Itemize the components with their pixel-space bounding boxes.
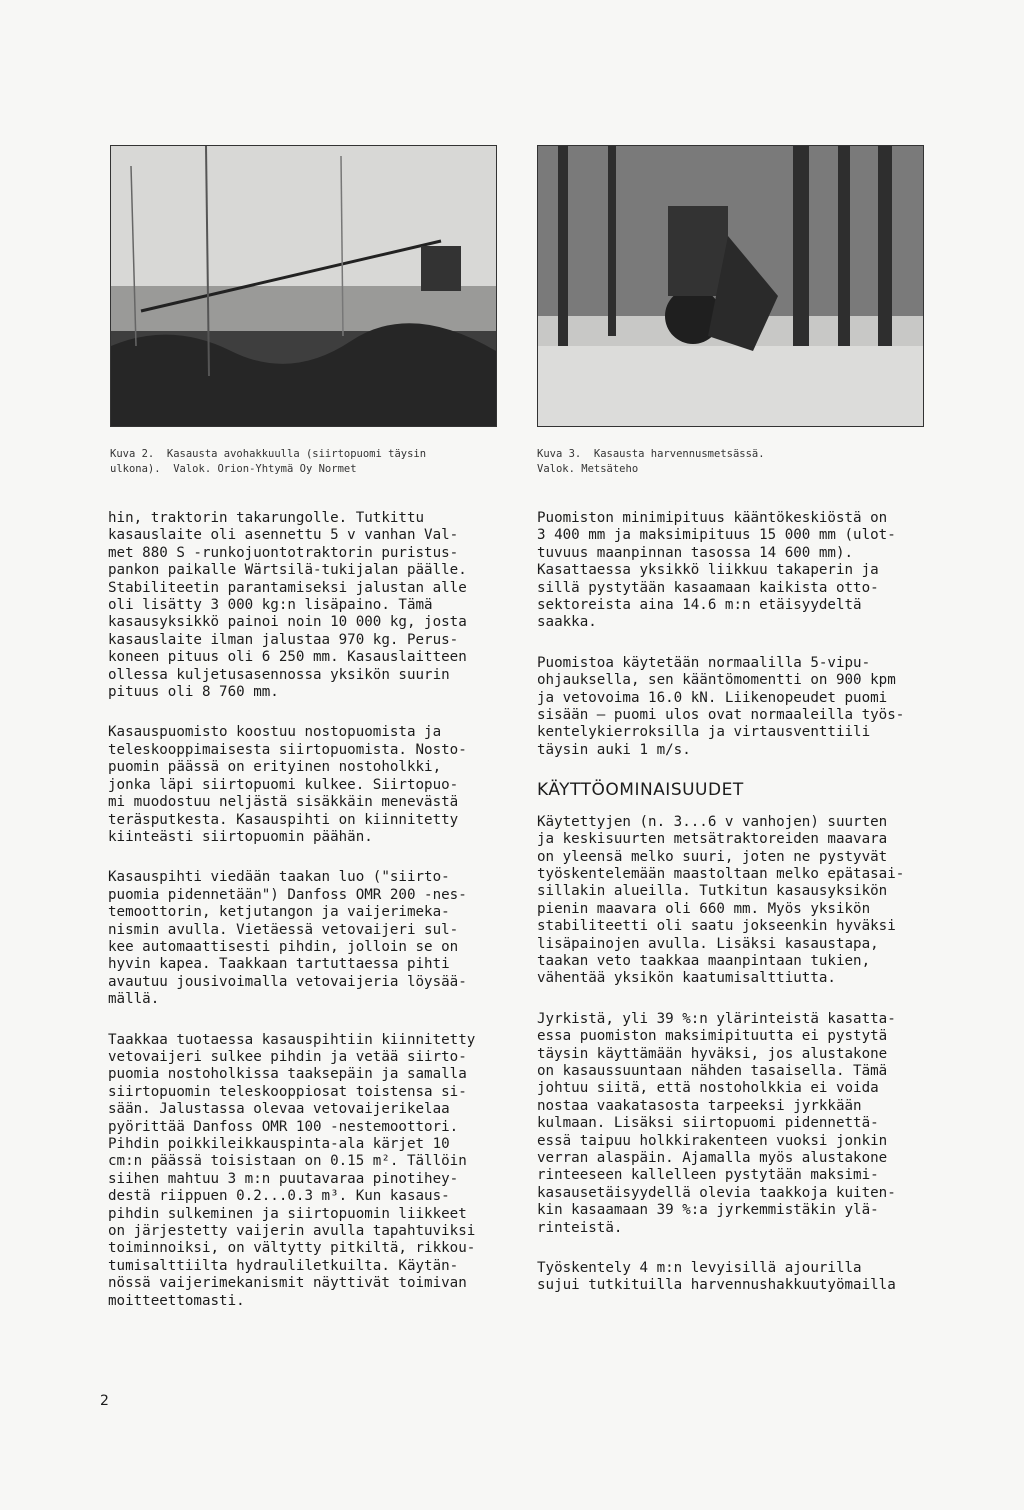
text-line: sujui tutkituilla harvennushakkuutyömailla bbox=[537, 1277, 896, 1294]
text-line: Pihdin poikkileikkauspinta-ala kärjet 10 bbox=[108, 1136, 450, 1152]
text-line: hyvin kapea. Taakkaan tartuttaessa pihti bbox=[108, 956, 450, 973]
text-line: Taakkaa tuotaessa kasauspihtiin kiinnitetty bbox=[108, 1031, 476, 1048]
caption-figure-2 bbox=[110, 447, 510, 477]
text-line: ja vetovoima 16.0 kN. Liikenopeudet puomi bbox=[537, 689, 888, 706]
text-line: tumisalttiilta hydrauliletkuilta. Käytän- bbox=[108, 1257, 459, 1274]
text-line: johtuu siitä, että nostoholkkia ei voida bbox=[537, 1080, 879, 1097]
paragraph bbox=[537, 1011, 927, 1237]
text-line: vetovaijeri sulkee pihdin ja vetää siirto- bbox=[108, 1048, 467, 1065]
right-bottom-paragraphs bbox=[537, 814, 927, 1295]
text-line: kasauslaite ilman jalustaa 970 kg. Perus- bbox=[108, 631, 459, 648]
paragraph bbox=[108, 869, 498, 1008]
paragraph bbox=[537, 814, 927, 988]
text-line: sillakin alueilla. Tutkitun kasausyksikön bbox=[537, 883, 888, 900]
text-line: met 880 S -runkojuontotraktorin puristus- bbox=[108, 544, 459, 561]
text-line: tuvuus maanpinnan tasossa 14 600 mm). bbox=[537, 544, 854, 561]
text-line: ohjauksella, sen kääntömomentti on 900 kpm bbox=[537, 672, 896, 689]
text-line: nostaa vaakatasosta tarpeeksi jyrkkään bbox=[537, 1097, 862, 1114]
text-line: puomia nostoholkissa taaksepäin ja samalla bbox=[108, 1066, 467, 1083]
text-line: pihdin sulkeminen ja siirtopuomin liikkeet bbox=[108, 1205, 467, 1222]
text-line: verran alaspäin. Ajamalla myös alustakone bbox=[537, 1150, 888, 1166]
text-line: Kasauspihti viedään taakan luo ("siirto- bbox=[108, 869, 450, 886]
paragraph bbox=[108, 1032, 498, 1311]
text-line: pituus oli 8 760 mm. bbox=[108, 684, 279, 701]
page-number: 2 bbox=[100, 1393, 109, 1409]
text-line: destä riippuen 0.2...0.3 m³. Kun kasaus- bbox=[108, 1188, 450, 1205]
text-line: täysin auki 1 m/s. bbox=[537, 741, 691, 758]
right-text-column bbox=[537, 510, 927, 1318]
caption-line: Kuva 2. Kasausta avohakkuulla (siirtopuomi täysin bbox=[110, 448, 427, 460]
text-line: avautuu jousivoimalla vetovaijeria löysää- bbox=[108, 973, 467, 990]
photo-thinning-stacking bbox=[537, 145, 924, 427]
text-line: rinteistä. bbox=[537, 1219, 623, 1236]
text-line: temoottorin, ketjutangon ja vaijerimeka- bbox=[108, 904, 450, 921]
text-line: rinteeseen kallelleen pystytään maksimi- bbox=[537, 1167, 879, 1184]
caption-figure-3 bbox=[537, 447, 927, 477]
text-line: stabiliteetti oli saatu jokseenkin hyväksi bbox=[537, 918, 896, 935]
caption-line: Valok. Metsäteho bbox=[537, 463, 639, 475]
text-line: essa puomiston maksimipituutta ei pystytä bbox=[537, 1028, 888, 1045]
text-line: toiminnoiksi, on vältytty pitkiltä, rikkou- bbox=[108, 1240, 476, 1257]
text-line: siihen mahtuu 3 m:n puutavaraa pinotihey- bbox=[108, 1170, 459, 1187]
text-line: sään. Jalustassa olevaa vetovaijerikelaa bbox=[108, 1101, 450, 1118]
text-line: sillä pystytään kasaamaan kaikista otto- bbox=[537, 579, 879, 596]
text-line: pienin maavara oli 660 mm. Myös yksikön bbox=[537, 900, 871, 917]
text-line: teleskooppimaisesta siirtopuomista. Nosto- bbox=[108, 741, 467, 758]
caption-line: Kuva 3. Kasausta harvennusmetsässä. bbox=[537, 448, 765, 460]
text-line: kentelykierroksilla ja virtausventtiili bbox=[537, 724, 871, 741]
text-line: kasauslaite oli asennettu 5 v vanhan Val- bbox=[108, 527, 459, 544]
text-line: kee automaattisesti pihdin, jolloin se on bbox=[108, 938, 459, 955]
photo-clearcut-stacking bbox=[110, 145, 497, 427]
text-line: Puomistoa käytetään normaalilla 5-vipu- bbox=[537, 654, 871, 671]
text-line: kulmaan. Lisäksi siirtopuomi pidennettä- bbox=[537, 1115, 879, 1132]
text-line: nössä vaijerimekanismit näyttivät toimivan bbox=[108, 1275, 467, 1292]
text-line: mällä. bbox=[108, 991, 160, 1008]
text-line: Jyrkistä, yli 39 %:n ylärinteistä kasatta- bbox=[537, 1010, 896, 1027]
text-line: nismin avulla. Vietäessä vetovaijeri sul- bbox=[108, 921, 459, 938]
text-line: Kasattaessa yksikkö liikkuu takaperin ja bbox=[537, 562, 879, 579]
text-line: täysin käyttämään hyväksi, jos alustakone bbox=[537, 1045, 888, 1062]
text-line: Käytettyjen (n. 3...6 v vanhojen) suurten bbox=[537, 813, 888, 830]
text-line: pankon paikalle Wärtsilä-tukijalan päälle. bbox=[108, 562, 467, 579]
text-line: koneen pituus oli 6 250 mm. Kasauslaitteen bbox=[108, 649, 467, 666]
text-line: lisäpainojen avulla. Lisäksi kasaustapa, bbox=[537, 935, 879, 952]
text-line: työskentelemään maastoltaan melko epätasai- bbox=[537, 865, 905, 882]
text-line: sisään — puomi ulos ovat normaaleilla työs- bbox=[537, 707, 905, 724]
caption-line: ulkona). Valok. Orion-Yhtymä Oy Normet bbox=[110, 463, 357, 475]
text-line: mi muodostuu neljästä sisäkkäin menevästä bbox=[108, 794, 459, 811]
paragraph bbox=[537, 1260, 927, 1295]
text-line: ja keskisuurten metsätraktoreiden maavara bbox=[537, 831, 888, 848]
text-line: pyörittää Danfoss OMR 100 -nestemoottori. bbox=[108, 1118, 459, 1135]
text-line: hin, traktorin takarungolle. Tutkittu bbox=[108, 510, 425, 526]
text-line: kin kasaamaan 39 %:a jyrkemmistäkin ylä- bbox=[537, 1202, 879, 1219]
text-line: vähentää yksikön kaatumisalttiutta. bbox=[537, 970, 836, 987]
text-line: sektoreista aina 14.6 m:n etäisyydeltä bbox=[537, 597, 862, 614]
text-line: on järjestetty vaijerin avulla tapahtuviksi bbox=[108, 1223, 476, 1240]
text-line: Puomiston minimipituus kääntökeskiöstä on bbox=[537, 510, 888, 526]
text-line: kiinteästi siirtopuomin päähän. bbox=[108, 828, 373, 845]
text-line: taakan veto taakkaa maanpintaan tukien, bbox=[537, 952, 871, 969]
text-line: puomia pidennetään") Danfoss OMR 200 -nes- bbox=[108, 886, 467, 903]
left-text-column bbox=[108, 510, 498, 1333]
text-line: jonka läpi siirtopuomi kulkee. Siirtopuo- bbox=[108, 776, 459, 793]
text-line: essä taipuu holkkirakenteen vuoksi jonkin bbox=[537, 1132, 888, 1149]
text-line: moitteettomasti. bbox=[108, 1292, 245, 1309]
text-line: on yleensä melko suuri, joten ne pystyvät bbox=[537, 848, 888, 865]
text-line: kasausyksikkö painoi noin 10 000 kg, josta bbox=[108, 614, 467, 631]
section-heading: KÄYTTÖOMINAISUUDET bbox=[537, 780, 744, 801]
paragraph bbox=[537, 655, 927, 759]
text-line: Stabiliteetin parantamiseksi jalustan alle bbox=[108, 579, 467, 596]
text-line: saakka. bbox=[537, 614, 597, 631]
text-line: 3 400 mm ja maksimipituus 15 000 mm (ulot- bbox=[537, 527, 896, 544]
text-line: siirtopuomin teleskooppiosat toistensa si- bbox=[108, 1083, 467, 1100]
text-line: Työskentely 4 m:n levyisillä ajourilla bbox=[537, 1260, 862, 1277]
text-line: teräsputkesta. Kasauspihti on kiinnitetty bbox=[108, 811, 459, 828]
text-line: cm:n päässä toisistaan on 0.15 m². Tällöin bbox=[108, 1153, 467, 1170]
text-line: puomin päässä on erityinen nostoholkki, bbox=[108, 759, 442, 776]
text-line: Kasauspuomisto koostuu nostopuomista ja bbox=[108, 724, 442, 741]
text-line: kasausetäisyydellä olevia taakkoja kuiten- bbox=[537, 1184, 896, 1201]
text-line: on kasaussuuntaan nähden tasaisella. Tämä bbox=[537, 1062, 888, 1079]
text-line: ollessa kuljetusasennossa yksikön suurin bbox=[108, 666, 450, 683]
paragraph bbox=[108, 510, 498, 701]
text-line: oli lisätty 3 000 kg:n lisäpaino. Tämä bbox=[108, 597, 433, 614]
paragraph bbox=[537, 510, 927, 632]
right-top-paragraphs bbox=[537, 510, 927, 759]
paragraph bbox=[108, 724, 498, 846]
